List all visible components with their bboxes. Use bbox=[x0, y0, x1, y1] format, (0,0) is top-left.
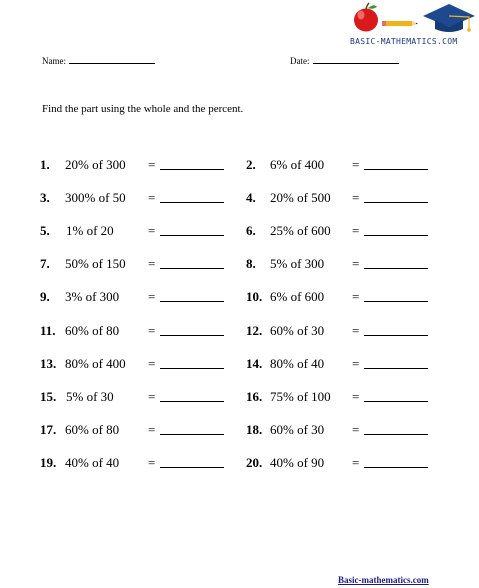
equals-sign: = bbox=[352, 190, 360, 206]
equals-sign: = bbox=[352, 256, 360, 272]
answer-blank[interactable] bbox=[160, 202, 224, 203]
answer-blank[interactable] bbox=[160, 235, 224, 236]
problem-number: 20. bbox=[246, 454, 263, 470]
name-blank bbox=[69, 55, 155, 64]
problem-number: 10. bbox=[246, 289, 263, 305]
problem-number: 19. bbox=[40, 454, 57, 470]
logo-text: BASIC-MATHEMATICS.COM bbox=[350, 37, 458, 46]
problem-item bbox=[246, 256, 446, 272]
problem-expression: 20% of 300 bbox=[65, 157, 126, 172]
answer-blank[interactable] bbox=[364, 169, 428, 170]
answer-blank[interactable] bbox=[364, 301, 428, 302]
equals-sign: = bbox=[148, 223, 156, 239]
problem-number: 15. bbox=[40, 388, 57, 404]
problem-expression: 80% of 40 bbox=[270, 355, 325, 371]
problem-number: 1. bbox=[40, 157, 50, 172]
problem-number: 6. bbox=[246, 223, 256, 239]
problem-item bbox=[40, 455, 240, 471]
problem-item bbox=[40, 223, 240, 239]
problem-item bbox=[40, 356, 240, 372]
equals-sign: = bbox=[148, 322, 156, 338]
instructions: Find the part using the whole and the percent. bbox=[42, 103, 244, 115]
problem-expression: 60% of 30 bbox=[270, 322, 325, 338]
equals-sign: = bbox=[148, 289, 156, 305]
equals-sign: = bbox=[352, 454, 360, 470]
problem-expression: 60% of 80 bbox=[65, 421, 120, 437]
equals-sign: = bbox=[352, 157, 360, 172]
name-label: Name: bbox=[42, 56, 66, 66]
answer-blank[interactable] bbox=[160, 268, 224, 269]
answer-blank[interactable] bbox=[364, 335, 428, 336]
problem-item bbox=[40, 389, 240, 405]
problem-number: 17. bbox=[40, 421, 57, 437]
problem-item bbox=[246, 422, 446, 438]
answer-blank[interactable] bbox=[364, 235, 428, 236]
problem-expression: 80% of 400 bbox=[65, 355, 126, 371]
problem-item bbox=[40, 157, 240, 173]
equals-sign: = bbox=[148, 157, 156, 172]
problem-number: 7. bbox=[40, 256, 50, 272]
equals-sign: = bbox=[352, 289, 360, 305]
problem-expression: 6% of 400 bbox=[270, 157, 325, 172]
problem-expression: 6% of 600 bbox=[270, 289, 325, 305]
problem-item bbox=[246, 455, 446, 471]
answer-blank[interactable] bbox=[160, 434, 224, 435]
problem-expression: 40% of 40 bbox=[65, 454, 120, 470]
equals-sign: = bbox=[352, 322, 360, 338]
problem-number: 11. bbox=[40, 322, 56, 338]
problem-number: 4. bbox=[246, 190, 256, 206]
problem-item bbox=[40, 256, 240, 272]
answer-blank[interactable] bbox=[364, 434, 428, 435]
answer-blank[interactable] bbox=[364, 268, 428, 269]
date-label: Date: bbox=[290, 56, 310, 66]
problem-number: 9. bbox=[40, 289, 50, 305]
problem-number: 8. bbox=[246, 256, 256, 272]
answer-blank[interactable] bbox=[364, 467, 428, 468]
problem-expression: 60% of 30 bbox=[270, 421, 325, 437]
answer-blank[interactable] bbox=[364, 202, 428, 203]
problem-item bbox=[246, 289, 446, 305]
problem-expression: 300% of 50 bbox=[65, 190, 126, 206]
footer-link[interactable]: Basic-mathematics.com bbox=[338, 575, 429, 585]
problem-expression: 20% of 500 bbox=[270, 190, 331, 206]
equals-sign: = bbox=[352, 388, 360, 404]
equals-sign: = bbox=[352, 421, 360, 437]
problem-number: 16. bbox=[246, 388, 263, 404]
answer-blank[interactable] bbox=[160, 301, 224, 302]
problem-item bbox=[246, 157, 446, 173]
problem-expression: 25% of 600 bbox=[270, 223, 331, 239]
problem-expression: 5% of 30 bbox=[66, 388, 114, 404]
equals-sign: = bbox=[148, 454, 156, 470]
problem-number: 18. bbox=[246, 421, 263, 437]
answer-blank[interactable] bbox=[364, 401, 428, 402]
problem-number: 3. bbox=[40, 190, 50, 206]
problem-item bbox=[40, 422, 240, 438]
problem-item bbox=[40, 323, 240, 339]
date-field bbox=[290, 55, 399, 66]
answer-blank[interactable] bbox=[160, 467, 224, 468]
equals-sign: = bbox=[148, 388, 156, 404]
name-field bbox=[42, 55, 155, 66]
problem-number: 14. bbox=[246, 355, 263, 371]
problem-item bbox=[246, 223, 446, 239]
problem-number: 12. bbox=[246, 322, 263, 338]
problem-number: 13. bbox=[40, 355, 57, 371]
equals-sign: = bbox=[148, 421, 156, 437]
problem-expression: 75% of 100 bbox=[270, 388, 331, 404]
pencil-icon bbox=[382, 21, 418, 26]
apple-icon bbox=[354, 3, 378, 32]
problem-expression: 50% of 150 bbox=[65, 256, 126, 272]
problem-item bbox=[246, 323, 446, 339]
problem-item bbox=[246, 190, 446, 206]
equals-sign: = bbox=[352, 355, 360, 371]
problem-item bbox=[40, 190, 240, 206]
problem-item bbox=[246, 356, 446, 372]
problem-expression: 3% of 300 bbox=[65, 289, 120, 305]
problem-expression: 5% of 300 bbox=[270, 256, 325, 272]
problem-expression: 1% of 20 bbox=[66, 223, 114, 239]
equals-sign: = bbox=[352, 223, 360, 239]
answer-blank[interactable] bbox=[160, 335, 224, 336]
date-blank bbox=[313, 55, 399, 64]
problem-item bbox=[246, 389, 446, 405]
equals-sign: = bbox=[148, 355, 156, 371]
problem-expression: 60% of 80 bbox=[65, 322, 120, 338]
graduation-cap-icon bbox=[423, 4, 475, 32]
equals-sign: = bbox=[148, 190, 156, 206]
answer-blank[interactable] bbox=[160, 401, 224, 402]
answer-blank[interactable] bbox=[160, 169, 224, 170]
problem-item bbox=[40, 289, 240, 305]
problem-expression: 40% of 90 bbox=[270, 454, 325, 470]
equals-sign: = bbox=[148, 256, 156, 272]
answer-blank[interactable] bbox=[160, 368, 224, 369]
problem-number: 2. bbox=[246, 157, 256, 172]
answer-blank[interactable] bbox=[364, 368, 428, 369]
problem-number: 5. bbox=[40, 223, 50, 239]
